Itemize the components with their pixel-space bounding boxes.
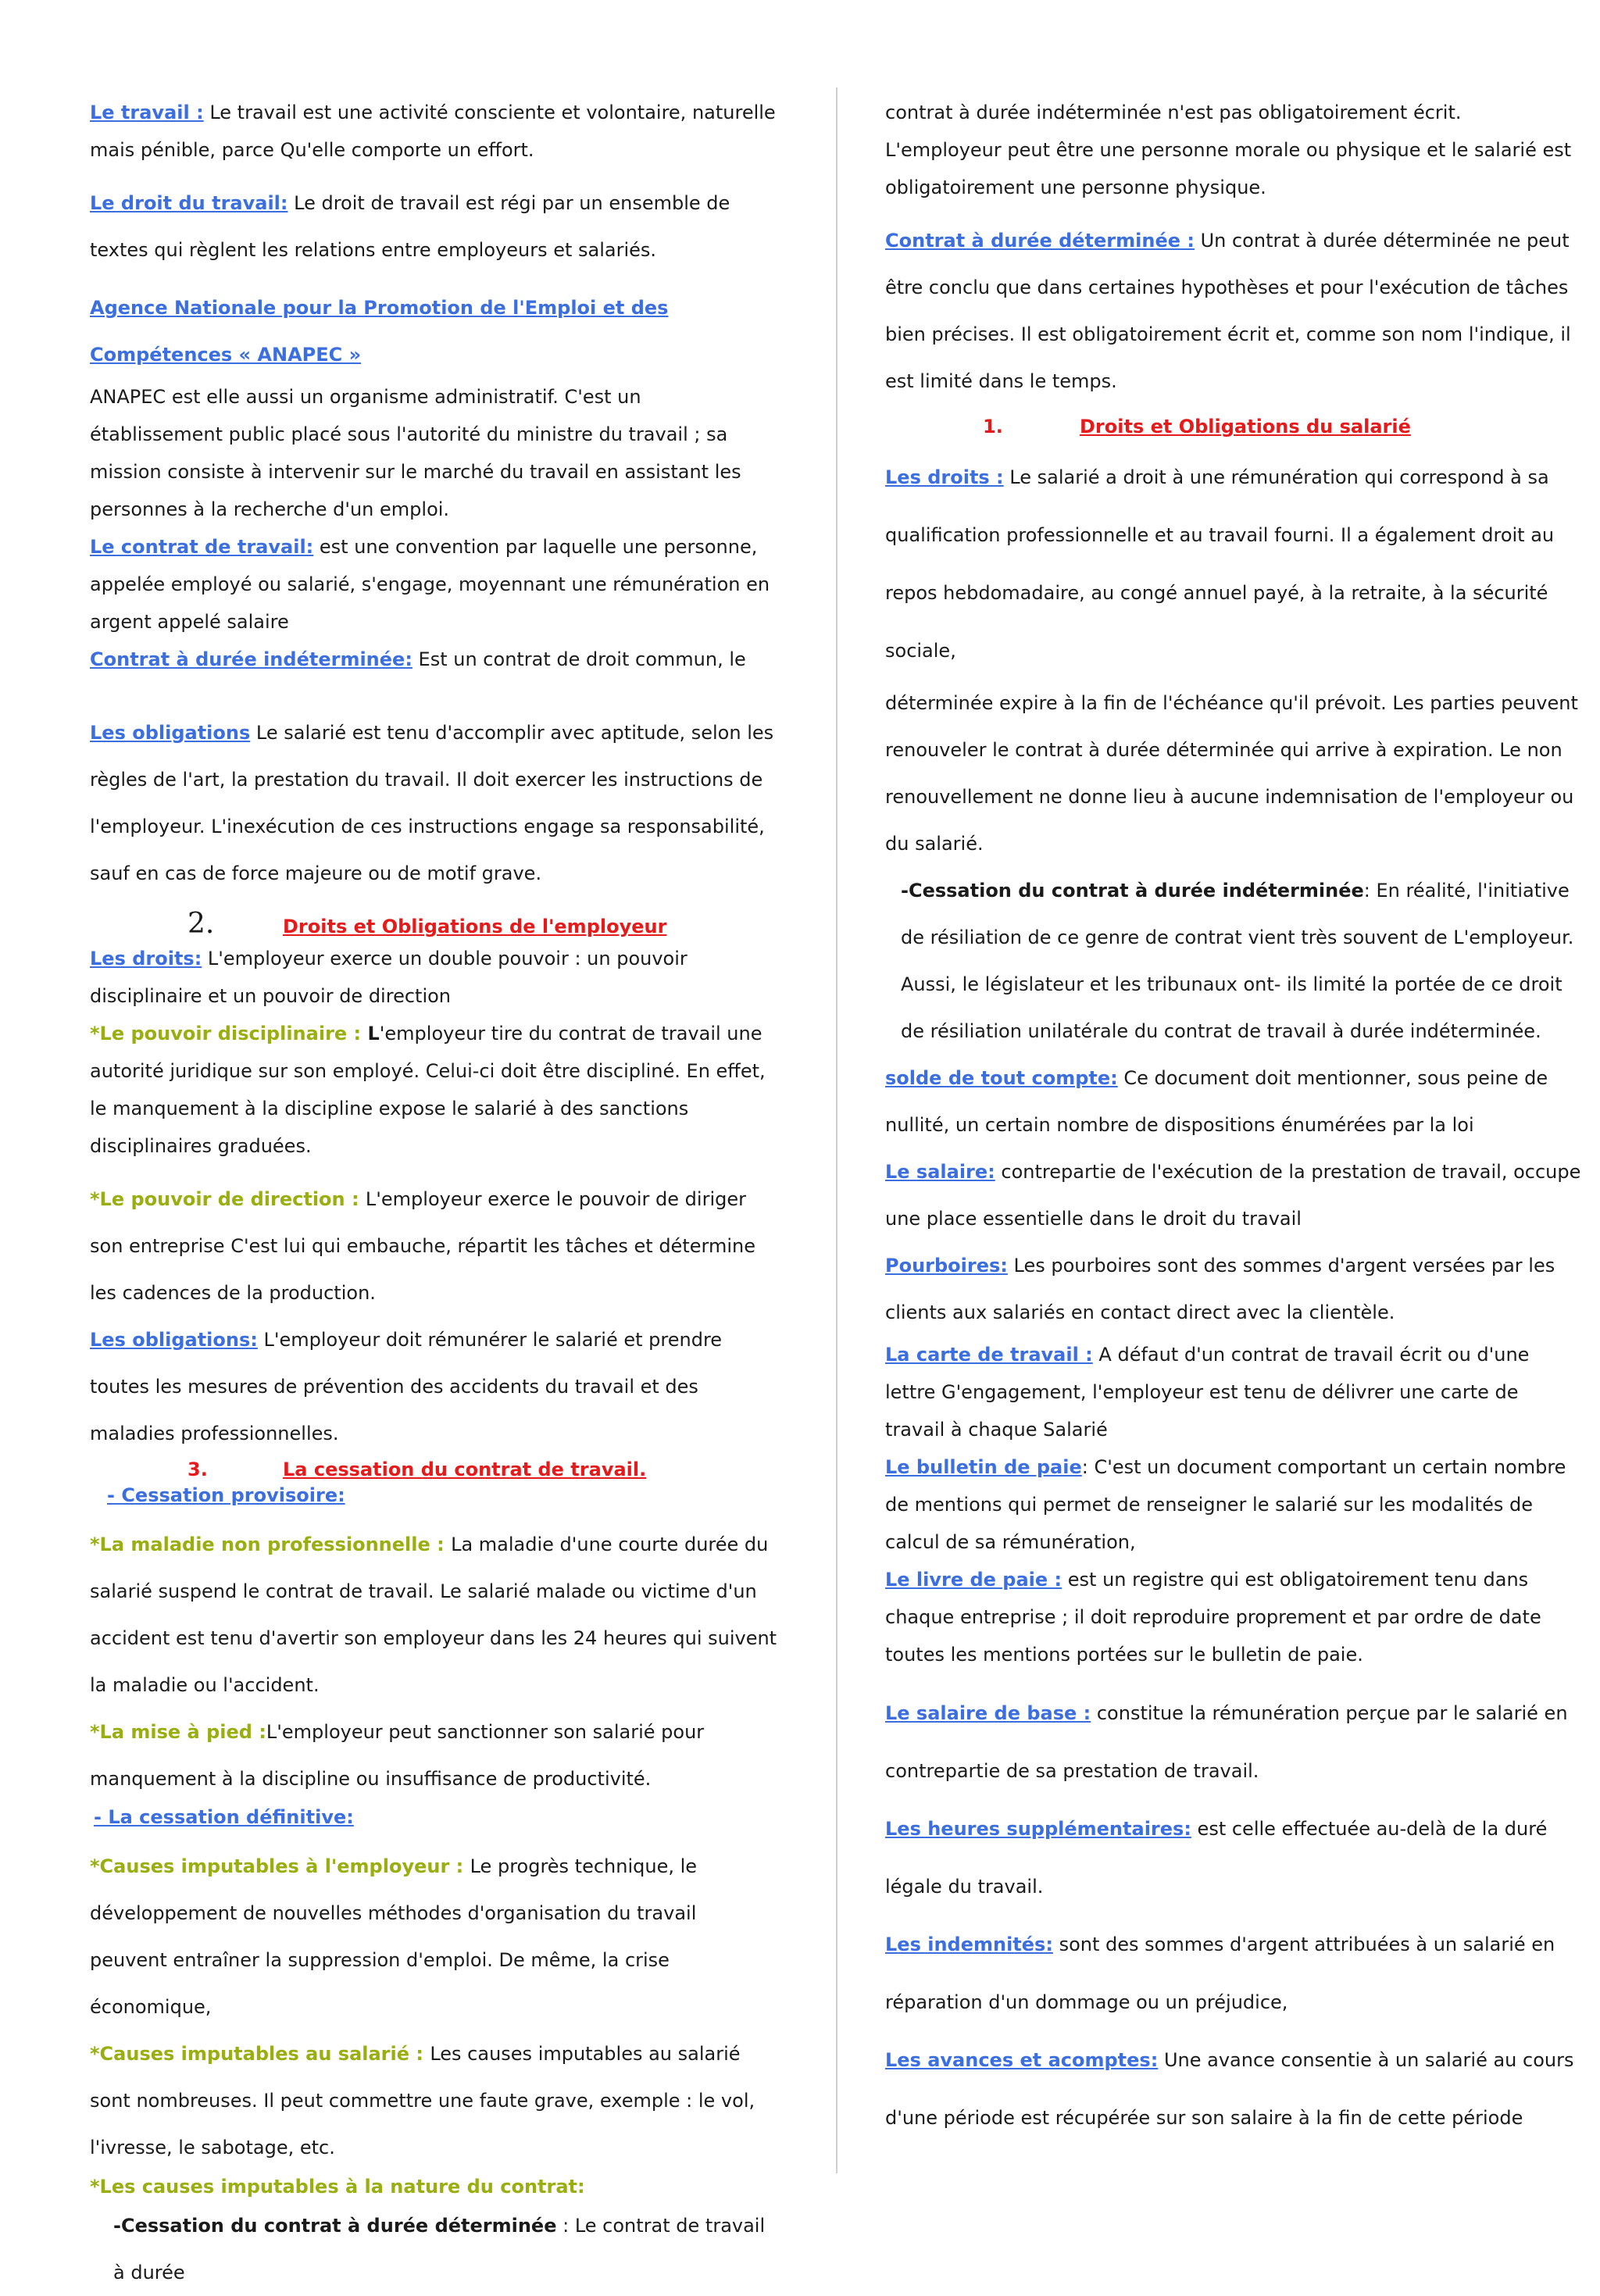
anapec-heading	[90, 284, 777, 378]
pouvoir-disciplinaire	[90, 1015, 777, 1165]
definition-text: Est un contrat de droit commun, le	[412, 648, 746, 670]
subsection-definitive	[94, 1802, 777, 1832]
cdd-expiration	[885, 680, 1582, 867]
term: *Causes imputables à l'employeur :	[90, 1855, 470, 1877]
term: La carte de travail :	[885, 1344, 1093, 1366]
paragraph-text: : En réalité, l'initiative de résiliation de ce genre de contrat vient très souvent de L'employeur. Aussi, le législateur et les tribunaux ont- ils limité la portée de ce droit de résiliation unilatérale du contrat de travail à durée indéterminée.	[901, 880, 1574, 1042]
term: Le contrat de travail:	[90, 536, 314, 558]
obligations-employeur	[90, 1316, 777, 1457]
right-column	[885, 94, 1582, 2147]
maladie-non-professionnelle	[90, 1521, 777, 1709]
carte-de-travail	[885, 1336, 1582, 1448]
section-number: 3.	[188, 1459, 208, 1480]
lead-letter: L	[367, 1023, 380, 1044]
term: Le droit du travail:	[90, 192, 288, 214]
salaire-de-base	[885, 1684, 1582, 1800]
avances-et-acomptes	[885, 2031, 1582, 2147]
causes-employeur	[90, 1843, 777, 2030]
paragraph-text: Le salarié est tenu d'accomplir avec aptitude, selon les règles de l'art, la prestation du travail. Il doit exercer les instructions de l'employeur. L'inexécution de ces instructions engage sa responsabilité, sauf en cas de force majeure ou de motif grave.	[90, 722, 774, 884]
obligations-salarie	[90, 709, 777, 897]
cdi-continuation	[885, 94, 1582, 131]
definition-salaire	[885, 1148, 1582, 1242]
definition-cdd	[885, 217, 1582, 405]
term: solde de tout compte:	[885, 1067, 1118, 1089]
definition-cdi	[90, 641, 777, 678]
paragraph-text: Le progrès technique, le développement de nouvelles méthodes d'organisation du travail peuvent entraîner la suppression d'emploi. De même, la crise économique,	[90, 1855, 698, 2018]
paragraph-text: Le salarié a droit à une rémunération qui correspond à sa qualification professionnelle et au travail fourni. Il a également droit au repos hebdomadaire, au congé annuel payé, à la retraite, à la sécurité sociale,	[885, 466, 1555, 662]
term: *Les causes imputables à la nature du contrat:	[90, 2176, 585, 2198]
bulletin-de-paie	[885, 1448, 1582, 1561]
mise-a-pied	[90, 1709, 777, 1802]
section-title: Droits et Obligations du salarié	[1080, 416, 1411, 437]
term: Le bulletin de paie	[885, 1456, 1082, 1478]
anapec-description	[90, 378, 777, 528]
term: Contrat à durée indéterminée:	[90, 648, 412, 670]
term: Le livre de paie :	[885, 1569, 1062, 1591]
paragraph-text: : C'est un document comportant un certain nombre de mentions qui permet de renseigner le salarié sur les modalités de calcul de sa rémunération,	[885, 1456, 1566, 1553]
paragraph-text: Les pourboires sont des sommes d'argent versées par les clients aux salariés en contact direct avec la clientèle.	[885, 1255, 1555, 1323]
paragraph-text: déterminée expire à la fin de l'échéance qu'il prévoit. Les parties peuvent renouveler le contrat à durée déterminée qui arrive à expiration. Le non renouvellement ne donne lieu à aucune indemnisation de l'employeur ou du salarié.	[885, 692, 1578, 855]
definition-text: Le droit de travail est régi par un ensemble de textes qui règlent les relations entre employeurs et salariés.	[90, 192, 730, 261]
definition-text: est une convention par laquelle une personne, appelée employé ou salarié, s'engage, moyennant une rémunération en argent appelé salaire	[90, 536, 770, 633]
causes-nature-contrat	[90, 2171, 777, 2202]
paragraph-text: Une avance consentie à un salarié au cours d'une période est récupérée sur son salaire à la fin de cette période	[885, 2049, 1574, 2129]
term: Les avances et acomptes:	[885, 2049, 1159, 2071]
term: Les obligations	[90, 722, 251, 744]
paragraph-text: Les causes imputables au salarié sont nombreuses. Il peut commettre une faute grave, exemple : le vol, l'ivresse, le sabotage, etc.	[90, 2043, 755, 2159]
causes-salarie	[90, 2030, 777, 2171]
definition-pourboires	[885, 1242, 1582, 1336]
term: *La mise à pied :	[90, 1721, 266, 1743]
droits-employeur	[90, 940, 777, 1015]
solde-de-tout-compte	[885, 1055, 1582, 1148]
paragraph-text: contrat à durée indéterminée n'est pas obligatoirement écrit.	[885, 102, 1462, 123]
term: Les droits :	[885, 466, 1004, 488]
term: Contrat à durée déterminée :	[885, 230, 1195, 252]
definition-text: Le travail est une activité consciente et volontaire, naturelle mais pénible, parce Qu'elle comporte un effort.	[90, 102, 776, 161]
section-heading-2	[90, 908, 777, 940]
subsection-provisoire	[107, 1480, 777, 1510]
term: *Le pouvoir de direction :	[90, 1188, 366, 1210]
paragraph-text: L'employeur exerce le pouvoir de diriger son entreprise C'est lui qui embauche, répartit les tâches et détermine les cadences de la production.	[90, 1188, 755, 1304]
term: *Le pouvoir disciplinaire :	[90, 1023, 368, 1044]
paragraph-text: sont des sommes d'argent attribuées à un salarié en réparation d'un dommage ou un préjudice,	[885, 1934, 1555, 2013]
paragraph-text: L'employeur doit rémunérer le salarié et prendre toutes les mesures de prévention des accidents du travail et des maladies professionnelles.	[90, 1329, 723, 1444]
cessation-cdi	[901, 867, 1582, 1055]
paragraph-text: est un registre qui est obligatoirement tenu dans chaque entreprise ; il doit reproduire proprement et par ordre de date toutes les mentions portées sur le bulletin de paie.	[885, 1569, 1541, 1666]
section-title: Droits et Obligations de l'employeur	[283, 916, 667, 937]
section-heading-3	[90, 1459, 777, 1480]
term: Le salaire de base :	[885, 1702, 1091, 1724]
subsection-title: - Cessation provisoire:	[107, 1484, 345, 1506]
paragraph-text: contrepartie de l'exécution de la prestation de travail, occupe une place essentielle dans le droit du travail	[885, 1161, 1581, 1230]
paragraph-text: Ce document doit mentionner, sous peine de nullité, un certain nombre de dispositions énumérées par la loi	[885, 1067, 1548, 1136]
section-title: La cessation du contrat de travail.	[283, 1459, 647, 1480]
paragraph-text: ANAPEC est elle aussi un organisme administratif. C'est un établissement public placé sous l'autorité du ministre du travail ; sa mission consiste à intervenir sur le marché du travail en assistant les personnes à la recherche d'un emploi.	[90, 386, 741, 520]
indemnites	[885, 1916, 1582, 2031]
paragraph-text: A défaut d'un contrat de travail écrit ou d'une lettre G'engagement, l'employeur est tenu de délivrer une carte de travail à chaque Salarié	[885, 1344, 1530, 1441]
term: Agence Nationale pour la Promotion de l'Emploi et des Compétences « ANAPEC »	[90, 297, 669, 366]
paragraph-text: : Le contrat de travail à durée	[113, 2215, 766, 2284]
heures-supplementaires	[885, 1800, 1582, 1916]
paragraph-text: constitue la rémunération perçue par le salarié en contrepartie de sa prestation de travail.	[885, 1702, 1568, 1782]
term: *Causes imputables au salarié :	[90, 2043, 430, 2065]
term: *La maladie non professionnelle :	[90, 1534, 452, 1555]
term: Pourboires:	[885, 1255, 1008, 1277]
paragraph-text: La maladie d'une courte durée du salarié suspend le contrat de travail. Le salarié malade ou victime d'un accident est tenu d'avertir son employeur dans les 24 heures qui suivent la maladie ou l'accident.	[90, 1534, 777, 1696]
definition-contrat-de-travail	[90, 528, 777, 641]
paragraph-text: L'employeur peut être une personne morale ou physique et le salarié est obligatoirement une personne physique.	[885, 139, 1572, 198]
term: Les droits:	[90, 948, 202, 969]
term: Les obligations:	[90, 1329, 258, 1351]
subsection-title: - La cessation définitive:	[94, 1806, 354, 1828]
lead-text: -Cessation du contrat à durée indéterminée	[901, 880, 1364, 902]
droits-salarie	[885, 448, 1582, 680]
cessation-cdd	[113, 2202, 777, 2296]
definition-travail	[90, 94, 777, 169]
section-number: 2.	[188, 908, 215, 940]
term: Les heures supplémentaires:	[885, 1818, 1191, 1840]
term: Le travail :	[90, 102, 204, 123]
paragraph-text: L'employeur peut sanctionner son salarié pour manquement à la discipline ou insuffisance de productivité.	[90, 1721, 705, 1790]
paragraph-text: Un contrat à durée déterminée ne peut être conclu que dans certaines hypothèses et pour l'exécution de tâches bien précises. Il est obligatoirement écrit et, comme son nom l'indique, il est limité dans le temps.	[885, 230, 1571, 392]
section-number: 1.	[983, 416, 1003, 437]
pouvoir-de-direction	[90, 1176, 777, 1316]
paragraph-text: 'employeur tire du contrat de travail une autorité juridique sur son employé. Celui-ci doit être discipliné. En effet, le manquement à la discipline expose le salarié à des sanctions disciplinaires graduées.	[90, 1023, 766, 1157]
term: Les indemnités:	[885, 1934, 1053, 1955]
livre-de-paie	[885, 1561, 1582, 1673]
employeur-salarie-personne	[885, 131, 1582, 206]
term: Le salaire:	[885, 1161, 995, 1183]
definition-droit-du-travail	[90, 180, 777, 273]
lead-text: -Cessation du contrat à durée déterminée	[113, 2215, 557, 2237]
column-divider	[836, 87, 838, 2173]
paragraph-text: L'employeur exerce un double pouvoir : un pouvoir disciplinaire et un pouvoir de direction	[90, 948, 688, 1007]
paragraph-text: est celle effectuée au-delà de la duré légale du travail.	[885, 1818, 1548, 1898]
left-column	[90, 94, 777, 2296]
section-heading-1	[885, 416, 1582, 437]
